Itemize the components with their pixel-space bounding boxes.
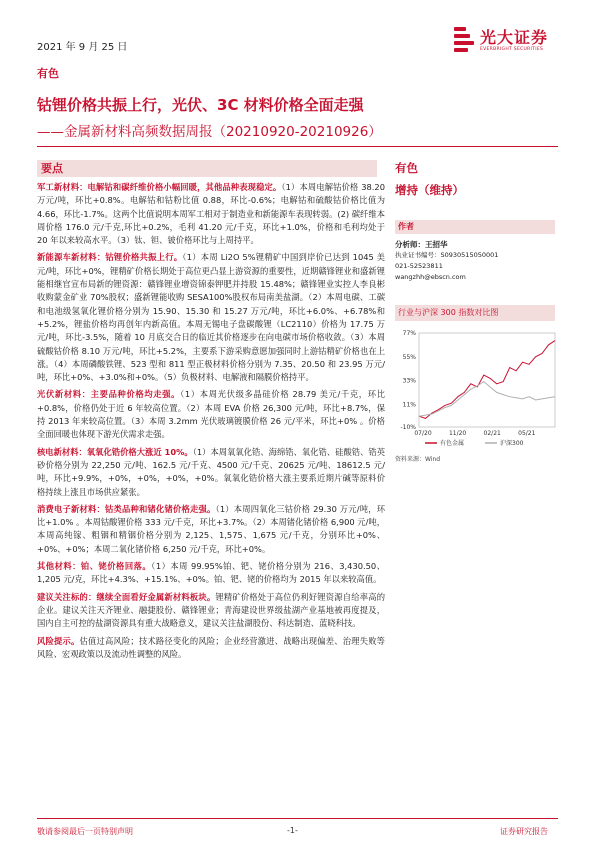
- analyst-line: [395, 239, 565, 250]
- keypoint-body: （1）本周氧氧化锆、海绵锆、氧化锆、硅酸锆、锆英砂价格分别为 22,250 元/吨、162.5 元/千克、4500 元/千克、20625 元/吨、18612.5 元/吨，环比+9.9%，+0%，+0%，+0%，+0%。氧氧化锆价格大涨主要系近期片碱等原料价格持续上涨且市场供应紧张。: [37, 446, 385, 497]
- keypoints-body: [37, 181, 385, 665]
- keypoint-paragraph: [37, 446, 385, 499]
- sidebar-sector: 有色: [395, 161, 418, 175]
- keypoint-heading: 核电新材料：氧氧化锆价格大涨近 10%。: [37, 446, 193, 457]
- keypoint-heading: 建议关注标的：继续全面看好金属新材料板块。: [37, 591, 216, 602]
- y-tick-label: 55%: [402, 353, 416, 361]
- keypoint-paragraph: [37, 591, 385, 631]
- title-divider: [37, 146, 558, 147]
- analyst-email: wangzhh@ebscn.com: [395, 273, 466, 281]
- comparison-chart: [395, 327, 560, 452]
- y-tick-label: 11%: [402, 401, 416, 409]
- sidebar-rating: 增持（维持）: [395, 183, 464, 197]
- keypoint-heading: 其他材料：铂、铑价格回落。: [37, 561, 152, 572]
- sidebar: [395, 160, 565, 463]
- keypoint-body: 估值过高风险；技术路径变化的风险；企业经营激进、战略出现偏差、治理失败等风险、宏观政策以及流动性调整的风险。: [37, 635, 385, 659]
- analyst-name: 王招华: [425, 240, 448, 249]
- author-header: 作者: [395, 220, 555, 234]
- chart-svg: [395, 327, 560, 452]
- sector-label: 有色: [37, 67, 59, 80]
- keypoint-heading: 光伏新材料：主要品种价格均走强。: [37, 389, 181, 400]
- x-tick-label: 02/21: [483, 430, 501, 437]
- keypoint-paragraph: [37, 560, 385, 587]
- series-line: [419, 341, 555, 419]
- keypoint-paragraph: [37, 388, 385, 441]
- license-number: 执业证书编号：S0930515050001: [395, 251, 499, 259]
- analyst-phone: 021-52523811: [395, 262, 443, 270]
- keypoint-body: （1）本周 Li2O 5%锂精矿中国到岸价已达到 1045 美元/吨，环比+0%，锂精矿价格长期处于高位更凸显上游资源的重要性，近期赣锋锂业和盛新锂能相继官宣布局新的锂资源：赣锋锂业增资锦泰钾肥并持股 15.48%；赣锋锂业实控人李良彬收购蒙金矿业 70%股权；盛新锂能收购 SESA100%股权布局南美盐湖。（2）本周电碳、工碳和电池级氢氧化锂价格分别为 15.90、15.30 和 15.27 万元/吨，环比+6.0%、+6.78%和+5.2%，锂盐价格均再创年内新高值。本周无锡电子盘碳酸锂（LC2110）价格为 17.75 万元/吨，环比-3.5%，随着 10 月底交合日的临近其价格逐步在向电碳市场价格收敛。（3）本周硫酸钴价格 8.10 万元/吨，环比+5.2%，主要系下游采购意愿加强同时上游钴精矿价格也在上涨。（4）本周磷酸铁锂、523 型和 811 型正极材料价格分别为 7.35、20.50 和 23.95 万元/吨，环比+0%、+3.0%和+0%。（5）负极材料、电解液和隔膜价格持平。: [37, 252, 385, 383]
- keypoint-heading: 军工新材料：电解钴和碳纤维价格小幅回暖，其他品种表现稳定。: [37, 182, 282, 192]
- logo-name-en: EVERBRIGHT SECURITIES: [480, 46, 544, 52]
- keypoint-paragraph: [37, 503, 385, 556]
- keypoint-paragraph: [37, 251, 385, 384]
- report-date: 2021 年 9 月 25 日: [37, 42, 128, 53]
- legend-label: 有色金属: [440, 440, 465, 447]
- keypoint-heading: 消费电子新材料：钴类品种和锗化锗价格走强。: [37, 503, 216, 514]
- x-tick-label: 11/20: [448, 430, 467, 437]
- footer-report-type: 证券研究报告: [500, 827, 548, 836]
- legend-label: 沪深300: [500, 440, 524, 447]
- chart-source: 资料来源：Wind: [395, 456, 441, 463]
- page-number: -1-: [287, 826, 298, 835]
- keypoint-body: （1）本周四氧化三钴价格 29.30 万元/吨，环比+1.0% 。本周钴酸锂价格 333 元/千克，环比+3.7%。（2）本周锗化锗价格 6,900 元/吨，本周高纯镓、粗铟和精铟价格分别为 2,125、1,575、1,675 元/千克，分别环比+0%、+0%、+0%；本周二氧化锗价格 6,250 元/千克，环比+0%。: [37, 503, 385, 554]
- y-tick-label: -10%: [400, 424, 416, 431]
- keypoint-body: （1）本周 99.95%铂、钯、铑价格分别为 216、3,430.50、1,205 元/克，环比+4.3%、+15.1%、+0%。铂、钯、铑的价格均为 2015 年以来较高值。: [37, 561, 385, 585]
- company-logo: [454, 27, 548, 53]
- keypoint-heading: 新能源车新材料：钴锂价格共振上行。: [37, 252, 183, 263]
- keypoint-body: （1）本周电解钴价格 38.20 万元/吨，环比+0.8%。电解钴和钴粉比值 0.88，环比-0.6%；电解钴和硫酸钴价格比值为 4.66，环比-1.7%。这两个比值说明本周军工相对于制造业和新能源车表现转弱。(2) 碳纤维本周价格 176.0 元/千克,环比+0.2%，毛利 41.20 元/千克，环比+1.0%，价格和毛利均处于 20 年以来较高水平。（3）钛、钽、铍价格环比与上周持平。: [37, 182, 385, 246]
- x-tick-label: 05/21: [518, 430, 536, 437]
- footer-divider: [37, 818, 558, 819]
- keypoint-paragraph: [37, 635, 385, 662]
- y-tick-label: 77%: [402, 330, 416, 337]
- plot-frame: [419, 333, 555, 427]
- logo-name: 光大证券: [480, 27, 549, 47]
- x-tick-label: 07/20: [414, 430, 432, 437]
- y-tick-label: 33%: [402, 377, 416, 385]
- footer-disclaimer: 敬请参阅最后一页特别声明: [37, 827, 133, 836]
- report-subtitle: ——金属新材料高频数据周报（20210920-20210926）: [37, 124, 382, 140]
- series-line: [419, 382, 555, 417]
- keypoint-paragraph: [37, 181, 385, 247]
- keypoints-header: 要点: [37, 160, 377, 177]
- keypoint-body: 锂精矿价格处于高位仍利好锂资源自给率高的企业。建议关注天齐锂业、融捷股份、赣锋锂业；青海建设世界级盐湖产业基地被再度提及，国内自主可控的盐湖资源具有重大战略意义，建议关注盐湖股份、科达制造、蓝晓科技。: [37, 591, 385, 629]
- report-title: 钴锂价格共振上行，光伏、3C 材料价格全面走强: [37, 96, 364, 114]
- chart-header: 行业与沪深 300 指数对比图: [395, 305, 555, 321]
- keypoint-body: （1）本周光伏级多晶硅价格 28.79 美元/千克，环比+0.8%，价格仍处于近 6 年较高位置。（2）本周 EVA 价格 26,300 元/吨，环比+8.7%，保持 2013 年来较高位置。（3）本周 3.2mm 光伏玻璃镀膜价格 26 元/平米，环比+0% 。价格全面回暖也体现下游光伏需求走强。: [37, 389, 385, 440]
- logo-mark-icon: [454, 27, 474, 53]
- analyst-label: 分析师：: [395, 240, 425, 249]
- keypoint-heading: 风险提示。: [37, 635, 80, 646]
